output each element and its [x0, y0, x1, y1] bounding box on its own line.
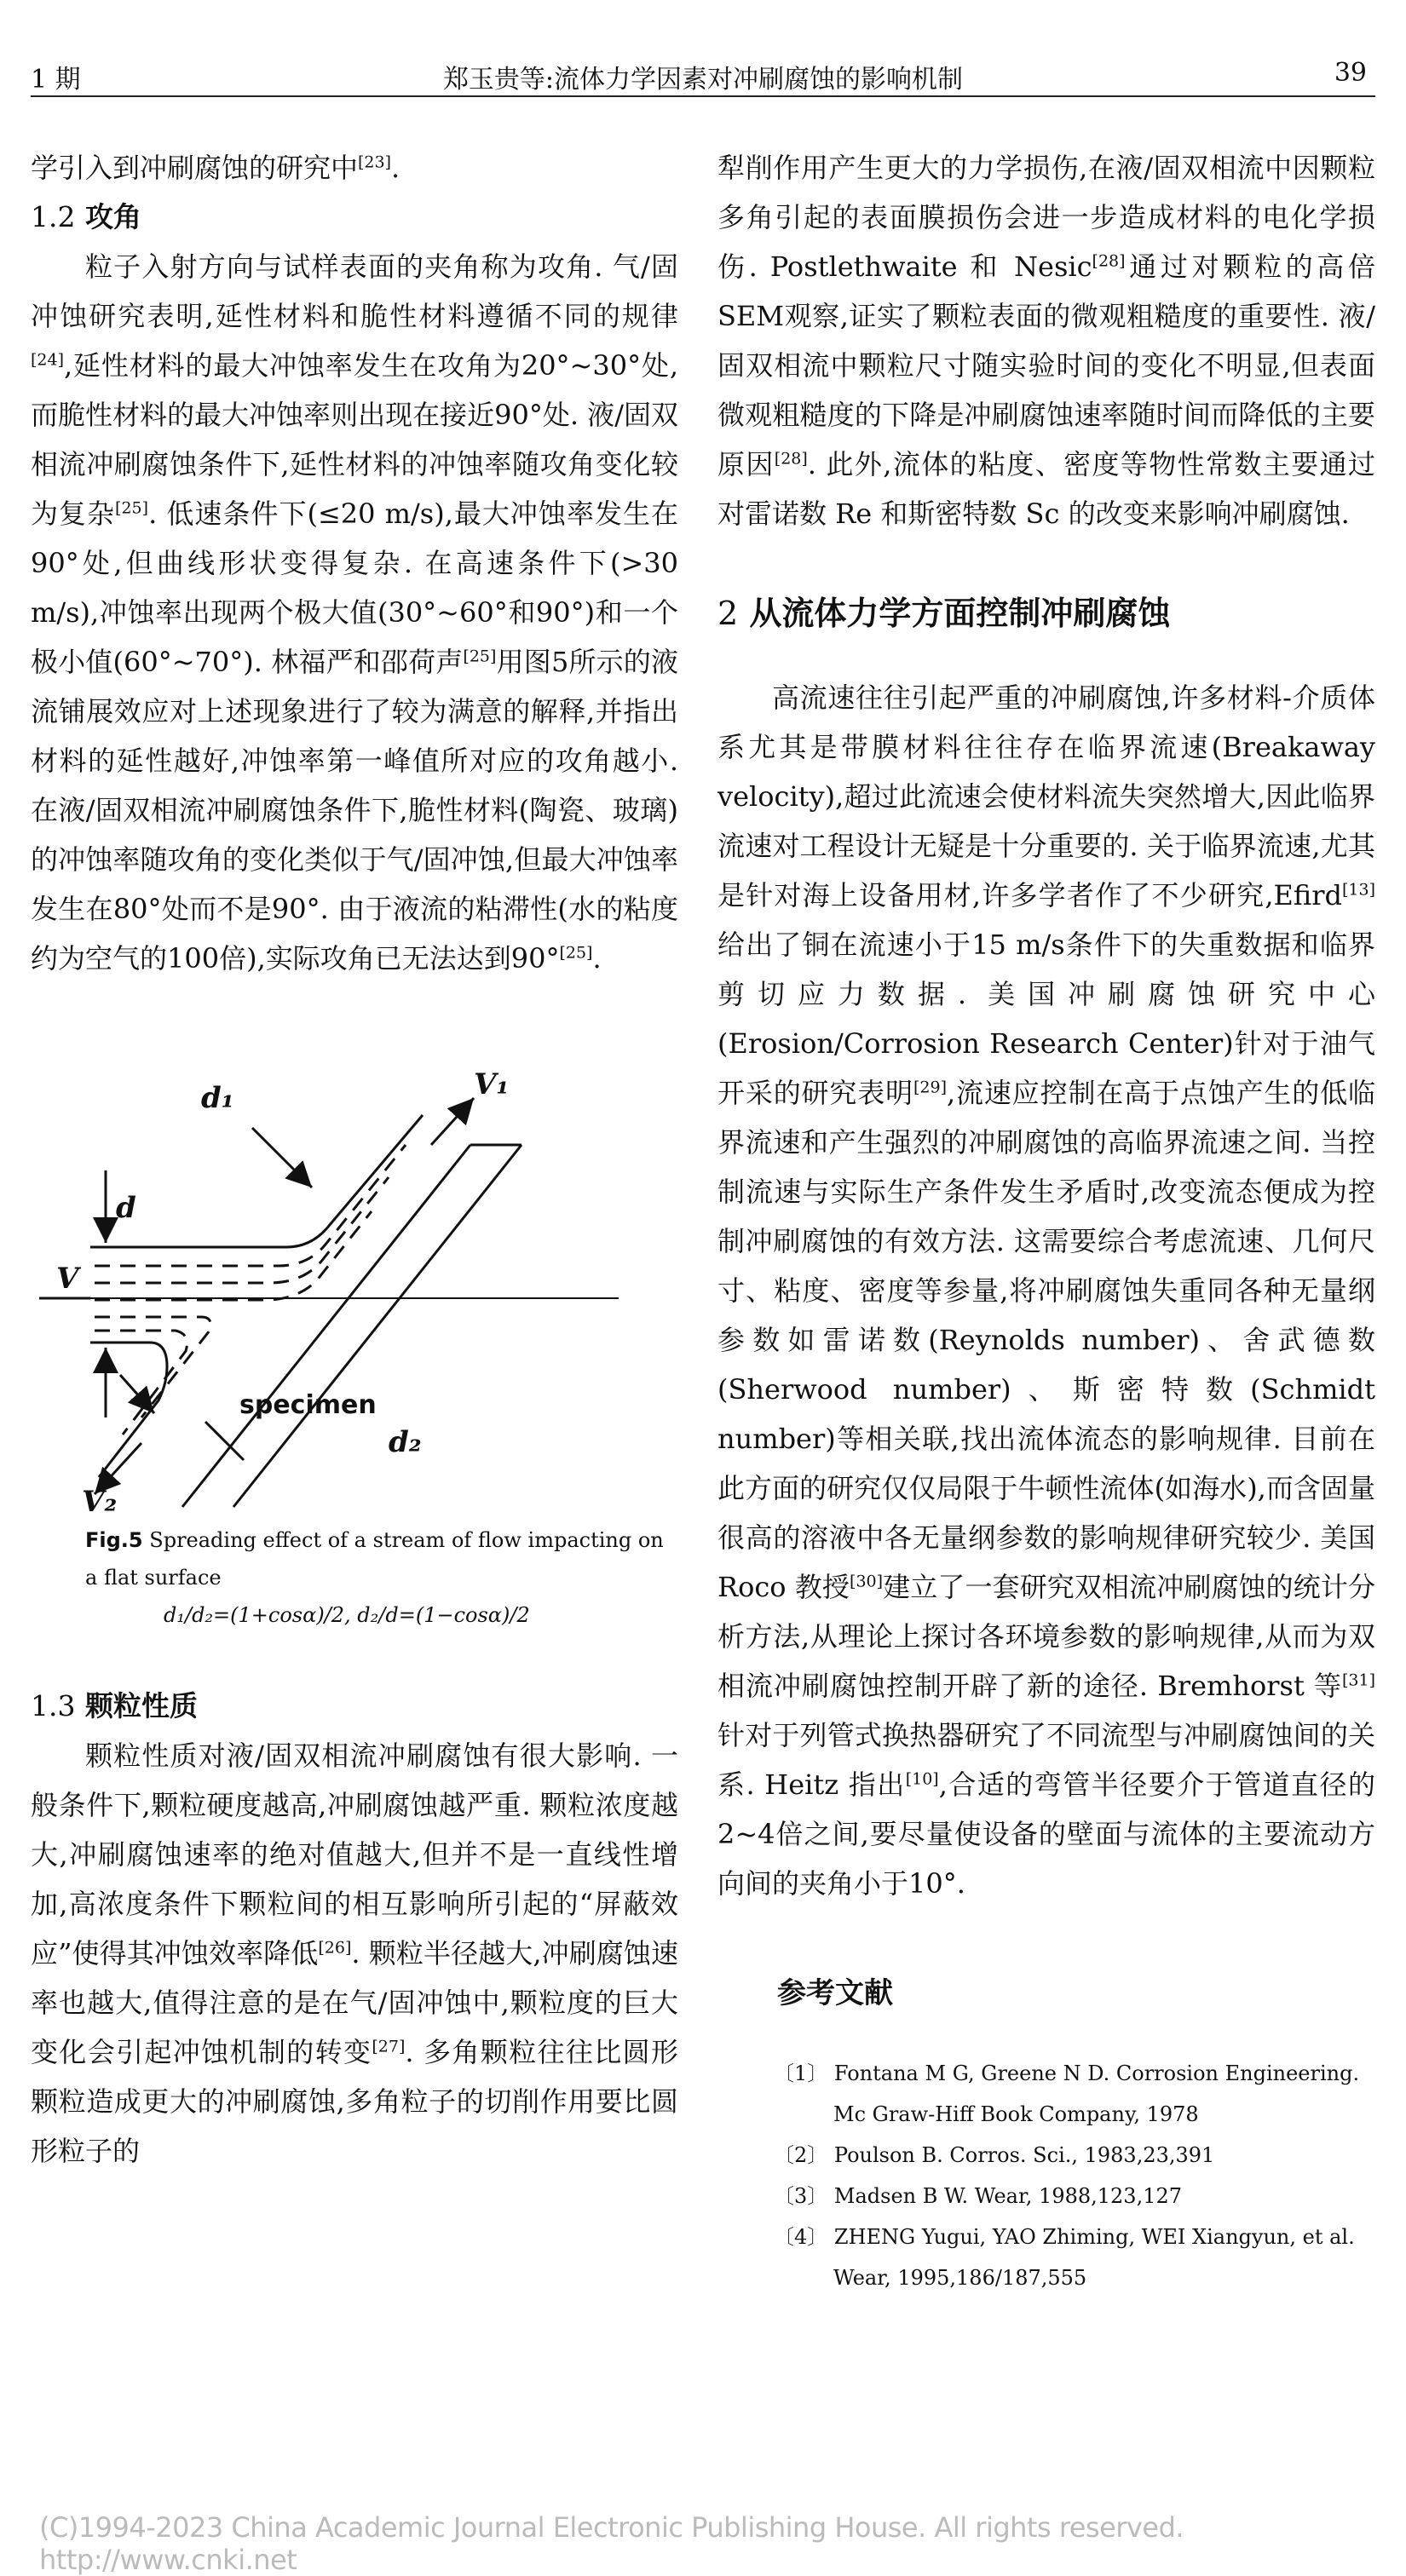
citation[interactable]: [28]	[1092, 251, 1126, 271]
label-d2: d₂	[389, 1425, 422, 1459]
reference-item[interactable]: 〔1〕 Fontana M G, Greene N D. Corrosion Engineering. Mc Graw-Hiff Book Company, 1978	[774, 2061, 1360, 2126]
page-number: 39	[1334, 58, 1367, 88]
citation[interactable]: [24]	[31, 350, 65, 370]
citation[interactable]: [28]	[774, 449, 808, 469]
label-v2: V₂	[82, 1485, 118, 1511]
label-d1: d₁	[201, 1081, 234, 1115]
paragraph-attack-angle: 粒子入射方向与试样表面的夹角称为攻角. 气/固冲蚀研究表明,延性材料和脆性材料遵循不同的规律[24],延性材料的最大冲蚀率发生在攻角为20°~30°处,而脆性材料的最大冲蚀率则出现在接近90°处. 液/固双相流冲刷腐蚀条件下,延性材料的冲蚀率随攻角变化较为复杂[25]. 低速条件下(≤20 m/s),最大冲蚀率发生在90°处,但曲线形状变得复杂. 在高速条件下(>30 m/s),冲蚀率出现两个极大值(30°~60°和90°)和一个极小值(60°~70°). 林福严和邵荷声[25]用图5所示的液流铺展效应对上述现象进行了较为满意的解释,并指出材料的延性越好,冲蚀率第一峰值所对应的攻角越小. 在液/固双相流冲刷腐蚀条件下,脆性材料(陶瓷、玻璃)的冲蚀率随攻角的变化类似于气/固冲蚀,但最大冲蚀率发生在80°处而不是90°. 由于液流的粘滞性(水的粘度约为空气的100倍),实际攻角已无法达到90°[25].	[31, 250, 678, 975]
section-heading-2: 2 从流体力学方面控制冲刷腐蚀	[717, 595, 1171, 632]
streamline	[95, 1317, 210, 1417]
right-column	[717, 143, 1375, 2298]
citation[interactable]: [27]	[372, 2037, 406, 2056]
paragraph-flow-control: 高流速往往引起严重的冲刷腐蚀,许多材料-介质体系尤其是带膜材料往往存在临界流速(Breakaway velocity),超过此流速会使材料流失突然增大,因此临界流速对工程设计无疑是十分重要的. 关于临界流速,尤其是针对海上设备用材,许多学者作了不少研究,Efird[13]给出了铜在流速小于15 m/s条件下的失重数据和临界剪切应力数据. 美国冲刷腐蚀研究中心(Erosion/Corrosion Research Center)针对于油气开采的研究表明[29],流速应控制在高于点蚀产生的低临界流速和产生强烈的冲刷腐蚀的高临界流速之间. 当控制流速与实际生产条件发生矛盾时,改变流态便成为控制冲刷腐蚀的有效方法. 这需要综合考虑流速、几何尺寸、粘度、密度等参量,将冲刷腐蚀失重同各种无量纲参数如雷诺数(Reynolds number)、舍武德数(Sherwood number)、斯密特数(Schmidt number)等相关联,找出流体流态的影响规律. 目前在此方面的研究仅仅局限于牛顿性流体(如海水),而含固量很高的溶液中各无量纲参数的影响规律研究较少. 美国 Roco 教授[30]建立了一套研究双相流冲刷腐蚀的统计分析方法,从理论上探讨各环境参数的影响规律,从而为双相流冲刷腐蚀控制开辟了新的途径. Bremhorst 等[31]针对于列管式换热器研究了不同流型与冲刷腐蚀间的关系. Heitz 指出[10],合适的弯管半径要介于管道直径的2~4倍之间,要尽量使设备的壁面与流体的主要流动方向间的夹角小于10°.	[717, 681, 1375, 1900]
section-heading-1-3: 1.3 颗粒性质	[31, 1689, 198, 1722]
specimen-edge-lower	[182, 1145, 470, 1507]
jet-upper-boundary	[90, 1115, 423, 1247]
figure-caption	[85, 1521, 678, 1634]
figure-number: Fig.5	[85, 1528, 143, 1552]
flow-spreading-diagram	[31, 1034, 678, 1511]
paragraph-intro-tail: 学引入到冲刷腐蚀的研究中[23].	[31, 152, 400, 184]
citation[interactable]: [25]	[559, 943, 593, 963]
paragraph-particle-properties: 颗粒性质对液/固双相流冲刷腐蚀有很大影响. 一般条件下,颗粒硬度越高,冲刷腐蚀越严重. 颗粒浓度越大,冲刷腐蚀速率的绝对值越大,但并不是一直线性增加,高浓度条件下颗粒间的相互影响所引起的“屏蔽效应”使得其冲蚀效率降低[26]. 颗粒半径越大,冲刷腐蚀速率也越大,值得注意的是在气/固冲蚀中,颗粒度的巨大变化会引起冲蚀机制的转变[27]. 多角颗粒往往比圆形颗粒造成更大的冲刷腐蚀,多角粒子的切削作用要比圆形粒子的	[31, 1739, 678, 2167]
references-heading: 参考文献	[777, 1976, 893, 2010]
citation[interactable]: [30]	[850, 1572, 884, 1591]
citation[interactable]: [13]	[1341, 880, 1375, 900]
dimension-arrow	[252, 1128, 312, 1187]
running-title: 郑玉贵等:流体力学因素对冲刷腐蚀的影响机制	[442, 65, 964, 95]
page-header	[31, 53, 1375, 97]
specimen-edge-upper	[233, 1145, 521, 1507]
citation[interactable]: [26]	[318, 1938, 352, 1958]
citation[interactable]: [25]	[463, 647, 497, 666]
reference-list	[717, 2053, 1375, 2298]
citation[interactable]: [29]	[913, 1078, 947, 1097]
velocity-arrow	[431, 1098, 474, 1145]
copyright-footer: (C)1994-2023 China Academic Journal Electronic Publishing House. All rights reserved. http://www.cnki.net	[39, 2511, 1184, 2576]
streamline	[95, 1331, 187, 1435]
left-column	[31, 143, 678, 2176]
issue-number: 1 期	[31, 65, 81, 95]
figure-5	[31, 1034, 678, 1634]
citation[interactable]: [23]	[358, 152, 392, 172]
paragraph-particle-continued: 犁削作用产生更大的力学损伤,在液/固双相流中因颗粒多角引起的表面膜损伤会进一步造成材料的电化学损伤. Postlethwaite 和 Nesic[28]通过对颗粒的高倍SEM观察,证实了颗粒表面的微观粗糙度的重要性. 液/固双相流中颗粒尺寸随实验时间的变化不明显,但表面微观粗糙度的下降是冲刷腐蚀速率随时间而降低的主要原因[28]. 此外,流体的粘度、密度等物性常数主要通过对雷诺数 Re 和斯密特数 Sc 的改变来影响冲刷腐蚀.	[717, 152, 1375, 530]
label-d: d	[116, 1191, 136, 1225]
streamline	[95, 1177, 389, 1283]
label-specimen: specimen	[239, 1390, 377, 1420]
section-heading-1-2: 1.2 攻角	[31, 200, 141, 233]
reference-item[interactable]: 〔2〕 Poulson B. Corros. Sci., 1983,23,391	[774, 2143, 1215, 2167]
citation[interactable]: [10]	[905, 1769, 939, 1789]
reference-item[interactable]: 〔3〕 Madsen B W. Wear, 1988,123,127	[774, 2184, 1183, 2208]
figure-equation: d₁/d₂=(1+cosα)/2, d₂/d=(1−cosα)/2	[164, 1603, 530, 1627]
label-v: V	[56, 1262, 79, 1296]
label-v1: V₁	[474, 1067, 510, 1101]
citation[interactable]: [25]	[115, 498, 149, 518]
dimension-arrow	[120, 1375, 154, 1413]
reference-item[interactable]: 〔4〕 ZHENG Yugui, YAO Zhiming, WEI Xiangyun, et al. Wear, 1995,186/187,555	[774, 2225, 1355, 2290]
figure-caption-text: Spreading effect of a stream of flow impacting on a flat surface	[85, 1528, 664, 1590]
citation[interactable]: [31]	[1341, 1670, 1375, 1690]
